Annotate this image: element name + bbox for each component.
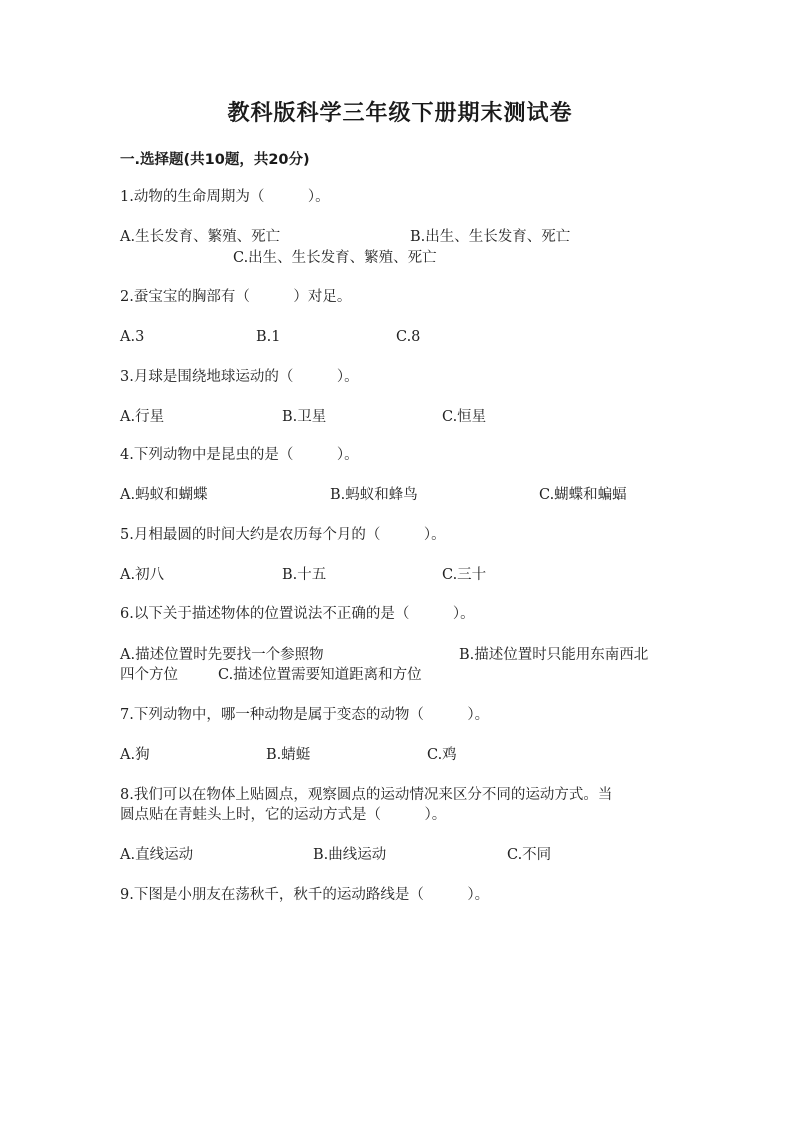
question-9-stem: 9.下图是小朋友在荡秋千，秋千的运动路线是（ ）。 bbox=[120, 887, 490, 903]
question-7-stem: 7.下列动物中，哪一种动物是属于变态的动物（ ）。 bbox=[120, 707, 490, 723]
question-1-option-b[interactable]: B.出生、生长发育、死亡 bbox=[410, 229, 571, 245]
question-8-option-a[interactable]: A.直线运动 bbox=[120, 847, 194, 863]
question-6-option-b-continued[interactable]: 四个方位 bbox=[120, 667, 178, 683]
question-7-option-c[interactable]: C.鸡 bbox=[427, 747, 457, 763]
question-5-option-c[interactable]: C.三十 bbox=[442, 567, 487, 583]
question-4-option-a[interactable]: A.蚂蚁和蝴蝶 bbox=[120, 487, 208, 503]
question-6-stem: 6.以下关于描述物体的位置说法不正确的是（ ）。 bbox=[120, 606, 475, 622]
question-8-stem-line-1: 8.我们可以在物体上贴圆点，观察圆点的运动情况来区分不同的运动方式。当 bbox=[120, 787, 613, 803]
question-7-option-b[interactable]: B.蜻蜓 bbox=[266, 747, 311, 763]
question-4-option-b[interactable]: B.蚂蚁和蜂鸟 bbox=[330, 487, 418, 503]
question-3-option-c[interactable]: C.恒星 bbox=[442, 409, 487, 425]
question-8-option-b[interactable]: B.曲线运动 bbox=[313, 847, 387, 863]
question-4-option-c[interactable]: C.蝴蝶和蝙蝠 bbox=[539, 487, 627, 503]
question-6-option-a[interactable]: A.描述位置时先要找一个参照物 bbox=[120, 647, 324, 663]
question-1-option-c[interactable]: C.出生、生长发育、繁殖、死亡 bbox=[233, 250, 437, 266]
question-4-stem: 4.下列动物中是昆虫的是（ ）。 bbox=[120, 447, 359, 463]
question-2-option-a[interactable]: A.3 bbox=[120, 329, 145, 345]
question-6-option-b[interactable]: B.描述位置时只能用东南西北 bbox=[459, 647, 649, 663]
section-heading: 一.选择题(共10题，共20分) bbox=[120, 152, 310, 168]
question-5-option-b[interactable]: B.十五 bbox=[282, 567, 327, 583]
question-6-option-c[interactable]: C.描述位置需要知道距离和方位 bbox=[218, 667, 422, 683]
question-1-option-a[interactable]: A.生长发育、繁殖、死亡 bbox=[120, 229, 281, 245]
question-3-stem: 3.月球是围绕地球运动的（ ）。 bbox=[120, 369, 359, 385]
question-8-stem-line-2: 圆点贴在青蛙头上时，它的运动方式是（ ）。 bbox=[120, 807, 447, 823]
question-2-stem: 2.蚕宝宝的胸部有（ ）对足。 bbox=[120, 289, 352, 305]
page-title: 教科版科学三年级下册期末测试卷 bbox=[227, 101, 573, 126]
question-5-stem: 5.月相最圆的时间大约是农历每个月的（ ）。 bbox=[120, 527, 446, 543]
question-3-option-a[interactable]: A.行星 bbox=[120, 409, 165, 425]
question-3-option-b[interactable]: B.卫星 bbox=[282, 409, 327, 425]
question-2-option-b[interactable]: B.1 bbox=[256, 329, 281, 345]
question-5-option-a[interactable]: A.初八 bbox=[120, 567, 165, 583]
question-2-option-c[interactable]: C.8 bbox=[396, 329, 421, 345]
question-7-option-a[interactable]: A.狗 bbox=[120, 747, 150, 763]
question-8-option-c[interactable]: C.不同 bbox=[507, 847, 552, 863]
question-1-stem: 1.动物的生命周期为（ ）。 bbox=[120, 189, 330, 205]
